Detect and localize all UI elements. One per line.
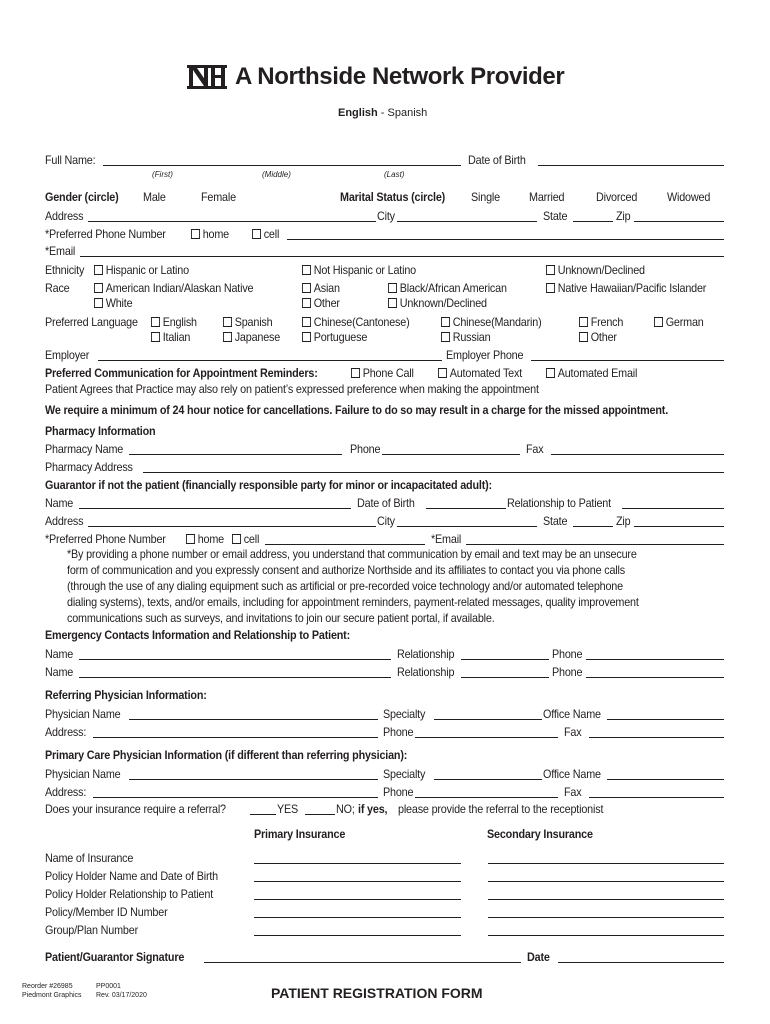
emergency-name-1-label: Name [45, 647, 74, 661]
language-english-option[interactable] [151, 315, 197, 329]
brand-title: A Northside Network Provider [235, 63, 565, 90]
guarantor-relationship-label: Relationship to Patient [507, 496, 611, 510]
race-other-option[interactable] [302, 296, 340, 310]
option-label: Asian [313, 281, 340, 295]
option-label: Chinese(Cantonese) [313, 315, 410, 329]
race-label: Race [45, 281, 70, 295]
language-cantonese-option[interactable] [302, 315, 410, 329]
option-label: Japanese [234, 330, 281, 344]
pref-comm-label: Preferred Communication for Appointment Reminders: [45, 366, 318, 380]
race-american-indian-option[interactable] [94, 281, 253, 295]
emergency-heading: Emergency Contacts Information and Relationship to Patient: [45, 628, 351, 642]
pcp-office-field[interactable] [607, 779, 724, 780]
guarantor-relationship-field[interactable] [622, 508, 724, 509]
pharmacy-address-field[interactable] [143, 472, 724, 473]
language-russian-option[interactable] [441, 330, 490, 344]
gender-male-option[interactable]: Male [143, 190, 166, 204]
pcp-name-label: Physician Name [45, 767, 121, 781]
checkbox[interactable] [151, 332, 160, 342]
checkbox[interactable] [579, 332, 588, 342]
signature-date-label: Date [527, 950, 550, 964]
language-spanish-option[interactable] [223, 315, 272, 329]
language-italian-option[interactable] [151, 330, 190, 344]
pcp-fax-label: Fax [564, 785, 582, 799]
guarantor-name-label: Name [45, 496, 74, 510]
language-english-link[interactable]: English [338, 107, 378, 119]
referral-instruction: please provide the referral to the receptionist [398, 802, 604, 816]
cancellation-notice: We require a minimum of 24 hour notice for cancellations. Failure to do so may result in a charge for the missed appointment. [45, 403, 669, 417]
emergency-rel-1-field[interactable] [461, 659, 549, 660]
language-other-option[interactable] [579, 330, 617, 344]
ethnicity-not-hispanic-option[interactable] [302, 263, 416, 277]
checkbox[interactable] [546, 283, 555, 293]
consent-line-4: dialing systems), texts, and/or emails, including for appointment reminders, payment-related messages, quality improvement [67, 595, 639, 609]
dob-field[interactable] [538, 165, 724, 166]
referral-no-field[interactable] [305, 814, 335, 815]
checkbox[interactable] [579, 317, 588, 327]
guarantor-dob-label: Date of Birth [357, 496, 415, 510]
ref-office-label: Office Name [543, 707, 601, 721]
option-label: Not Hispanic or Latino [313, 263, 417, 277]
email-label: *Email [45, 244, 76, 258]
footer-printer: Piedmont Graphics [22, 992, 82, 999]
last-caption: (Last) [384, 170, 405, 179]
pharmacy-fax-field[interactable] [551, 454, 724, 455]
comm-email-option[interactable] [546, 366, 637, 380]
phone-home-option[interactable] [191, 227, 229, 241]
ins-row-label: Policy/Member ID Number [45, 905, 168, 919]
ins-row-label: Policy Holder Name and Date of Birth [45, 869, 219, 883]
brand-header [186, 64, 564, 90]
ref-specialty-label: Specialty [383, 707, 426, 721]
checkbox[interactable] [302, 298, 311, 308]
home-label: home [202, 227, 229, 241]
phone-field[interactable] [287, 239, 724, 240]
language-german-option[interactable] [654, 315, 704, 329]
footer-reorder: Reorder #26985 [22, 983, 73, 990]
gender-label: Gender (circle) [45, 190, 119, 204]
option-label: French [590, 315, 624, 329]
emergency-phone-2-label: Phone [552, 665, 583, 679]
pref-language-label: Preferred Language [45, 315, 138, 329]
emergency-rel-1-label: Relationship [397, 647, 455, 661]
state-label: State [543, 209, 568, 223]
option-label: Chinese(Mandarin) [452, 315, 542, 329]
form-title: PATIENT REGISTRATION FORM [271, 985, 483, 1001]
consent-line-2: form of communication and you expressly consent and authorize Northside and its affiliates to contact you via phone calls [67, 563, 625, 577]
ethnicity-unknown-option[interactable] [546, 263, 645, 277]
option-label: White [105, 296, 133, 310]
secondary-ins-field[interactable] [488, 881, 724, 882]
checkbox[interactable] [441, 317, 450, 327]
pcp-address-label: Address: [45, 785, 87, 799]
address-label: Address [45, 209, 84, 223]
checkbox[interactable] [388, 283, 397, 293]
guarantor-city-label: City [377, 514, 395, 528]
home-checkbox[interactable] [186, 534, 195, 544]
ref-address-field[interactable] [93, 737, 378, 738]
signature-field[interactable] [204, 962, 521, 963]
secondary-ins-field[interactable] [488, 917, 724, 918]
option-label: Other [590, 330, 617, 344]
guarantor-email-label: *Email [431, 532, 462, 546]
option-label: Phone Call [362, 366, 414, 380]
pcp-specialty-label: Specialty [383, 767, 426, 781]
ref-physician-name-label: Physician Name [45, 707, 121, 721]
language-mandarin-option[interactable] [441, 315, 541, 329]
referral-question: Does your insurance require a referral? [45, 802, 226, 816]
marital-married-option[interactable]: Married [529, 190, 565, 204]
cell-label: cell [243, 532, 260, 546]
checkbox[interactable] [546, 265, 555, 275]
ref-phone-field[interactable] [415, 737, 558, 738]
employer-label: Employer [45, 348, 90, 362]
option-label: Automated Email [557, 366, 638, 380]
option-label: Italian [162, 330, 191, 344]
option-label: Russian [452, 330, 491, 344]
home-checkbox[interactable] [191, 229, 200, 239]
email-field[interactable] [80, 256, 724, 257]
checkbox[interactable] [441, 332, 450, 342]
checkbox[interactable] [302, 265, 311, 275]
footer-code: PP0001 [96, 983, 121, 990]
guarantor-address-field[interactable] [88, 526, 376, 527]
language-spanish-link[interactable]: Spanish [387, 107, 428, 119]
pcp-phone-label: Phone [383, 785, 414, 799]
guarantor-phone-field[interactable] [265, 544, 425, 545]
checkbox[interactable] [151, 317, 160, 327]
signature-label: Patient/Guarantor Signature [45, 950, 185, 964]
guarantor-state-field[interactable] [573, 526, 613, 527]
checkbox[interactable] [302, 283, 311, 293]
checkbox[interactable] [94, 283, 103, 293]
option-label: Spanish [234, 315, 273, 329]
cell-label: cell [263, 227, 280, 241]
primary-ins-field[interactable] [254, 863, 461, 864]
guarantor-dob-field[interactable] [426, 508, 506, 509]
ins-row-label: Name of Insurance [45, 851, 134, 865]
home-label: home [197, 532, 224, 546]
ins-row-label: Policy Holder Relationship to Patient [45, 887, 214, 901]
guarantor-state-label: State [543, 514, 568, 528]
guarantor-address-label: Address [45, 514, 84, 528]
language-portuguese-option[interactable] [302, 330, 367, 344]
ref-specialty-field[interactable] [434, 719, 542, 720]
race-native-hawaiian-option[interactable] [546, 281, 706, 295]
primary-ins-field[interactable] [254, 935, 461, 936]
zip-label: Zip [616, 209, 631, 223]
emergency-name-1-field[interactable] [79, 659, 391, 660]
option-label: Portuguese [313, 330, 368, 344]
option-label: Unknown/Declined [399, 296, 487, 310]
guarantor-name-field[interactable] [79, 508, 351, 509]
signature-date-field[interactable] [558, 962, 724, 963]
pharmacy-name-field[interactable] [129, 454, 342, 455]
guarantor-city-field[interactable] [397, 526, 537, 527]
pharmacy-name-label: Pharmacy Name [45, 442, 124, 456]
referral-no-label: NO; [336, 802, 355, 816]
referral-yes-field[interactable] [250, 814, 276, 815]
full-name-field[interactable] [103, 165, 461, 166]
ref-fax-label: Fax [564, 725, 582, 739]
ins-row-label: Group/Plan Number [45, 923, 138, 937]
guarantor-heading: Guarantor if not the patient (financially responsible party for minor or incapacitated adult): [45, 478, 492, 492]
ethnicity-hispanic-option[interactable] [94, 263, 189, 277]
zip-field[interactable] [634, 221, 724, 222]
guarantor-zip-label: Zip [616, 514, 631, 528]
emergency-rel-2-field[interactable] [461, 677, 549, 678]
primary-ins-field[interactable] [254, 917, 461, 918]
pharmacy-address-label: Pharmacy Address [45, 460, 133, 474]
pcp-name-field[interactable] [129, 779, 378, 780]
address-field[interactable] [88, 221, 376, 222]
checkbox[interactable] [302, 332, 311, 342]
first-caption: (First) [152, 170, 173, 179]
pharmacy-fax-label: Fax [526, 442, 544, 456]
employer-field[interactable] [98, 360, 442, 361]
guarantor-email-field[interactable] [466, 544, 724, 545]
consent-line-3: (through the use of any dialing equipment such as artificial or pre-recorded voice technology and/or automated telephone [67, 579, 623, 593]
guarantor-zip-field[interactable] [634, 526, 724, 527]
secondary-ins-field[interactable] [488, 899, 724, 900]
option-label: German [665, 315, 704, 329]
option-label: Hispanic or Latino [105, 263, 189, 277]
guarantor-home-option[interactable] [186, 532, 224, 546]
referral-if-yes: if yes, [358, 802, 388, 816]
checkbox[interactable] [302, 317, 311, 327]
cell-checkbox[interactable] [252, 229, 261, 239]
pharmacy-phone-label: Phone [350, 442, 381, 456]
guarantor-phone-label: *Preferred Phone Number [45, 532, 166, 546]
pharmacy-heading: Pharmacy Information [45, 424, 156, 438]
primary-insurance-heading: Primary Insurance [254, 827, 346, 841]
language-line [338, 107, 427, 119]
footer-rev: Rev. 03/17/2020 [96, 992, 147, 999]
city-field[interactable] [397, 221, 537, 222]
referring-heading: Referring Physician Information: [45, 688, 207, 702]
comm-phone-call-option[interactable] [351, 366, 414, 380]
state-field[interactable] [573, 221, 613, 222]
emergency-phone-2-field[interactable] [586, 677, 724, 678]
option-label: Other [313, 296, 340, 310]
employer-phone-field[interactable] [531, 360, 724, 361]
consent-line-1: *By providing a phone number or email address, you understand that communication by email and text may be an unsecure [67, 547, 637, 561]
full-name-label: Full Name: [45, 153, 96, 167]
checkbox[interactable] [223, 317, 232, 327]
secondary-ins-field[interactable] [488, 863, 724, 864]
pcp-phone-field[interactable] [415, 797, 558, 798]
primary-ins-field[interactable] [254, 899, 461, 900]
marital-label: Marital Status (circle) [340, 190, 446, 204]
middle-caption: (Middle) [262, 170, 291, 179]
language-french-option[interactable] [579, 315, 623, 329]
checkbox[interactable] [388, 298, 397, 308]
phone-cell-option[interactable] [252, 227, 279, 241]
ref-office-field[interactable] [607, 719, 724, 720]
option-label: English [162, 315, 197, 329]
race-unknown-option[interactable] [388, 296, 487, 310]
language-separator: - [377, 107, 388, 119]
emergency-phone-1-label: Phone [552, 647, 583, 661]
marital-single-option[interactable]: Single [471, 190, 500, 204]
race-asian-option[interactable] [302, 281, 340, 295]
ref-fax-field[interactable] [589, 737, 724, 738]
pcp-fax-field[interactable] [589, 797, 724, 798]
patient-agrees-text: Patient Agrees that Practice may also rely on patient’s expressed preference when making the appointment [45, 382, 539, 396]
northside-logo-icon [186, 64, 228, 90]
language-japanese-option[interactable] [223, 330, 280, 344]
emergency-phone-1-field[interactable] [586, 659, 724, 660]
emergency-name-2-field[interactable] [79, 677, 391, 678]
option-label: Unknown/Declined [557, 263, 645, 277]
checkbox[interactable] [223, 332, 232, 342]
checkbox[interactable] [438, 368, 447, 378]
emergency-name-2-label: Name [45, 665, 74, 679]
pref-phone-label: *Preferred Phone Number [45, 227, 166, 241]
secondary-ins-field[interactable] [488, 935, 724, 936]
option-label: Automated Text [449, 366, 523, 380]
ethnicity-label: Ethnicity [45, 263, 85, 277]
cell-checkbox[interactable] [232, 534, 241, 544]
employer-phone-label: Employer Phone [446, 348, 524, 362]
consent-line-5: communications such as surveys, and invitations to join our secure patient portal, if available. [67, 611, 495, 625]
race-black-option[interactable] [388, 281, 507, 295]
ref-physician-name-field[interactable] [129, 719, 378, 720]
checkbox[interactable] [654, 317, 663, 327]
option-label: Black/African American [399, 281, 507, 295]
pcp-office-label: Office Name [543, 767, 601, 781]
dob-label: Date of Birth [468, 153, 526, 167]
ref-phone-label: Phone [383, 725, 414, 739]
comm-text-option[interactable] [438, 366, 522, 380]
secondary-insurance-heading: Secondary Insurance [487, 827, 593, 841]
pcp-address-field[interactable] [93, 797, 378, 798]
gender-female-option[interactable]: Female [201, 190, 236, 204]
checkbox[interactable] [94, 298, 103, 308]
marital-divorced-option[interactable]: Divorced [596, 190, 638, 204]
pcp-specialty-field[interactable] [434, 779, 542, 780]
referral-yes-label: YES [277, 802, 299, 816]
guarantor-cell-option[interactable] [232, 532, 259, 546]
primary-ins-field[interactable] [254, 881, 461, 882]
primary-care-heading: Primary Care Physician Information (if different than referring physician): [45, 748, 408, 762]
option-label: American Indian/Alaskan Native [105, 281, 254, 295]
checkbox[interactable] [351, 368, 360, 378]
race-white-option[interactable] [94, 296, 132, 310]
option-label: Native Hawaiian/Pacific Islander [557, 281, 707, 295]
city-label: City [377, 209, 395, 223]
ref-address-label: Address: [45, 725, 87, 739]
pharmacy-phone-field[interactable] [382, 454, 520, 455]
marital-widowed-option[interactable]: Widowed [667, 190, 711, 204]
checkbox[interactable] [94, 265, 103, 275]
emergency-rel-2-label: Relationship [397, 665, 455, 679]
checkbox[interactable] [546, 368, 555, 378]
